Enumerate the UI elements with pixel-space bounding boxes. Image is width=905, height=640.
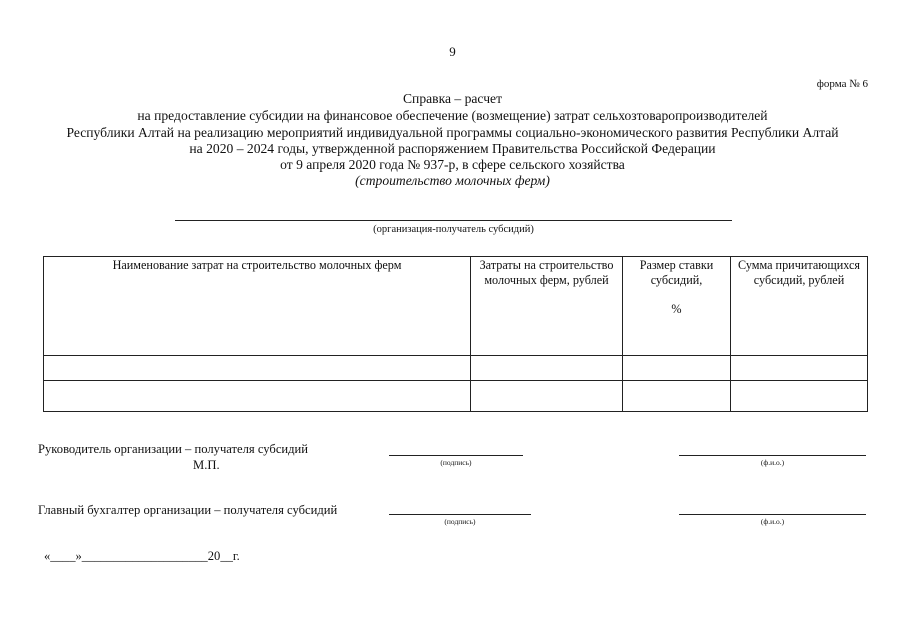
accountant-signature-line xyxy=(389,514,531,515)
accountant-signature-caption: (подпись) xyxy=(444,517,476,526)
organization-caption: (организация-получатель субсидий) xyxy=(373,224,534,235)
header-subsidy-rate-unit: % xyxy=(671,302,682,316)
header-subsidy-amount xyxy=(731,257,868,356)
accountant-name-caption: (ф.и.о.) xyxy=(760,517,785,526)
head-signature-caption: (подпись) xyxy=(440,458,472,467)
table-cell xyxy=(623,356,731,381)
title-subject: (строительство молочных ферм) xyxy=(355,173,550,188)
table-header-row xyxy=(44,257,868,356)
accountant-name-line xyxy=(679,514,866,515)
head-signatory-label: Руководитель организации – получателя субсидий xyxy=(38,442,309,456)
head-signature-line xyxy=(389,455,523,456)
title-line-3: Республики Алтай на реализацию мероприятий индивидуальной программы социально-экономического развития Республики Алтай xyxy=(66,125,839,140)
table-cell xyxy=(44,356,471,381)
table-cell xyxy=(471,381,623,412)
table-cell xyxy=(623,381,731,412)
head-name-caption: (ф.и.о.) xyxy=(760,458,785,467)
title-line-2: на предоставление субсидии на финансовое обеспечение (возмещение) затрат сельхозтоваропроизводителей xyxy=(137,108,768,123)
form-label: форма № 6 xyxy=(816,78,868,90)
title-line-5: от 9 апреля 2020 года № 937-р, в сфере сельского хозяйства xyxy=(280,157,625,172)
page-number: 9 xyxy=(449,44,456,59)
table-cell xyxy=(731,381,868,412)
header-subsidy-amount-label: Сумма причитающихся субсидий, рублей xyxy=(738,258,860,287)
seal-place-label: М.П. xyxy=(193,458,220,472)
cost-calculation-table xyxy=(43,256,868,412)
accountant-signatory-label: Главный бухгалтер организации – получателя субсидий xyxy=(38,503,338,517)
date-fill-line: «____»____________________20__г. xyxy=(44,549,240,563)
head-name-line xyxy=(679,455,866,456)
table-cell xyxy=(44,381,471,412)
document-title: Справка – расчет xyxy=(402,91,503,106)
table-row xyxy=(44,381,868,412)
header-construction-costs xyxy=(471,257,623,356)
title-line-4: на 2020 – 2024 годы, утвержденной распоряжением Правительства Российской Федерации xyxy=(189,141,716,156)
table-cell xyxy=(731,356,868,381)
header-cost-name: Наименование затрат на строительство молочных ферм xyxy=(44,257,471,356)
table-cell xyxy=(471,356,623,381)
organization-fill-line xyxy=(175,220,732,221)
header-construction-costs-label: Затраты на строительство молочных ферм, рублей xyxy=(479,258,614,287)
header-subsidy-rate xyxy=(623,257,731,356)
table-row xyxy=(44,356,868,381)
header-subsidy-rate-label: Размер ставки субсидий, xyxy=(639,258,714,287)
